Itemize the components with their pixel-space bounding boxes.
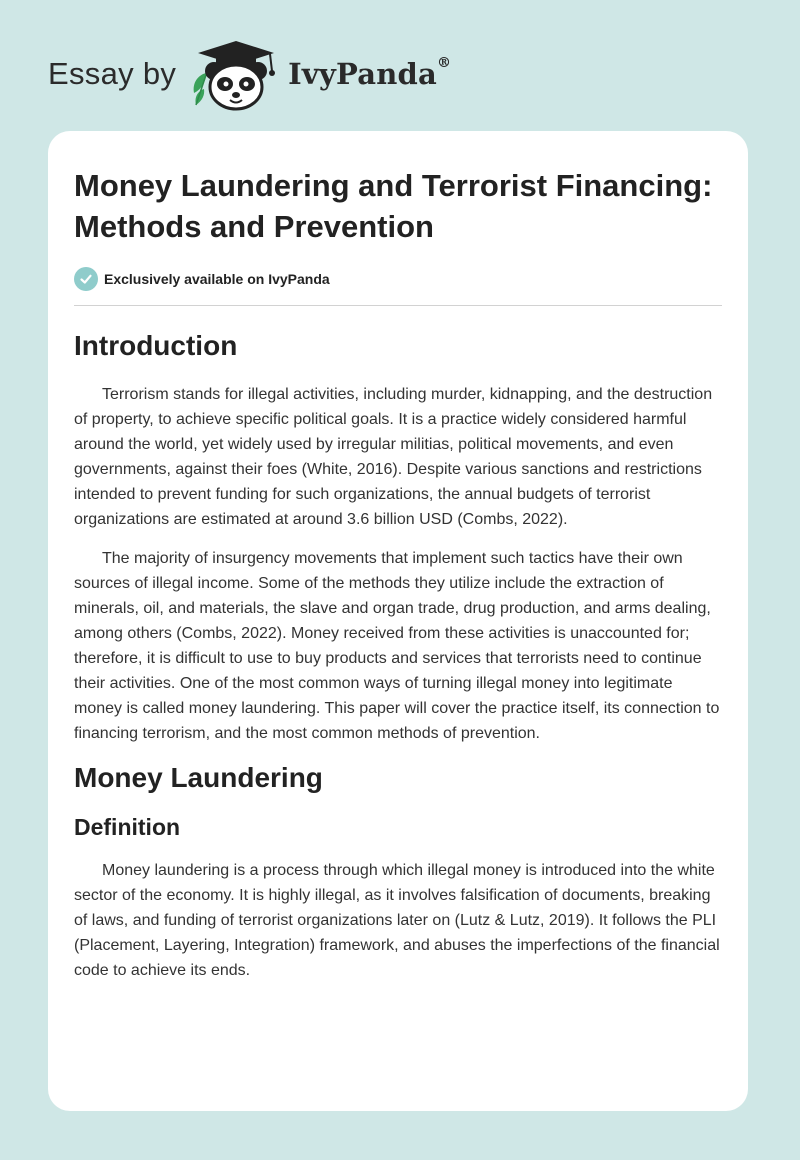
- section-heading-introduction: Introduction: [74, 330, 238, 361]
- paragraph: Terrorism stands for illegal activities, including murder, kidnapping, and the destruction of property, to achieve specific political goals. It is a practice widely considered harmful around the world, yet widely used by irregular militias, political movements, and even governments, against their foes (White, 2016). Despite various sanctions and restrictions intended to prevent funding for such organizations, the annual budgets of terrorist organizations are estimated at around 3.6 billion USD (Combs, 2022).: [74, 386, 713, 528]
- exclusive-badge: [74, 267, 722, 306]
- site-header: [48, 34, 451, 114]
- brand-name[interactable]: IvyPanda®: [288, 55, 452, 91]
- panda-graduate-icon: [190, 35, 282, 113]
- section-heading-money-laundering: Money Laundering: [74, 762, 323, 793]
- essay-title: Money Laundering and Terrorist Financing: Methods and Prevention: [74, 168, 713, 244]
- essay-by-label: Essay by: [48, 56, 177, 91]
- registered-mark: ®: [437, 55, 452, 71]
- paragraph: The majority of insurgency movements that implement such tactics have their own sources of illegal income. Some of the methods they utilize include the extraction of minerals, oil, and materials, the slave and organ trade, drug production, and arms dealing, among others (Combs, 2022). Money received from these activities is unaccounted for; therefore, it is difficult to use to buy products and services that terrorists need to continue their activities. One of the most common ways of turning illegal money into legitimate money is called money laundering. This paper will cover the practice itself, its connection to financing terrorism, and the most common methods of prevention.: [74, 550, 720, 742]
- check-circle-icon: [74, 267, 98, 291]
- badge-label: Exclusively available on IvyPanda: [104, 271, 330, 287]
- paragraph: Money laundering is a process through which illegal money is introduced into the white sector of the economy. It is highly illegal, as it involves falsification of documents, breaking of laws, and funding of terrorist organizations later on (Lutz & Lutz, 2019). It follows the PLI (Placement, Layering, Integration) framework, and abuses the imperfections of the financial code to achieve its ends.: [74, 862, 720, 979]
- essay-card: [48, 131, 748, 1111]
- subheading-definition: Definition: [74, 814, 181, 840]
